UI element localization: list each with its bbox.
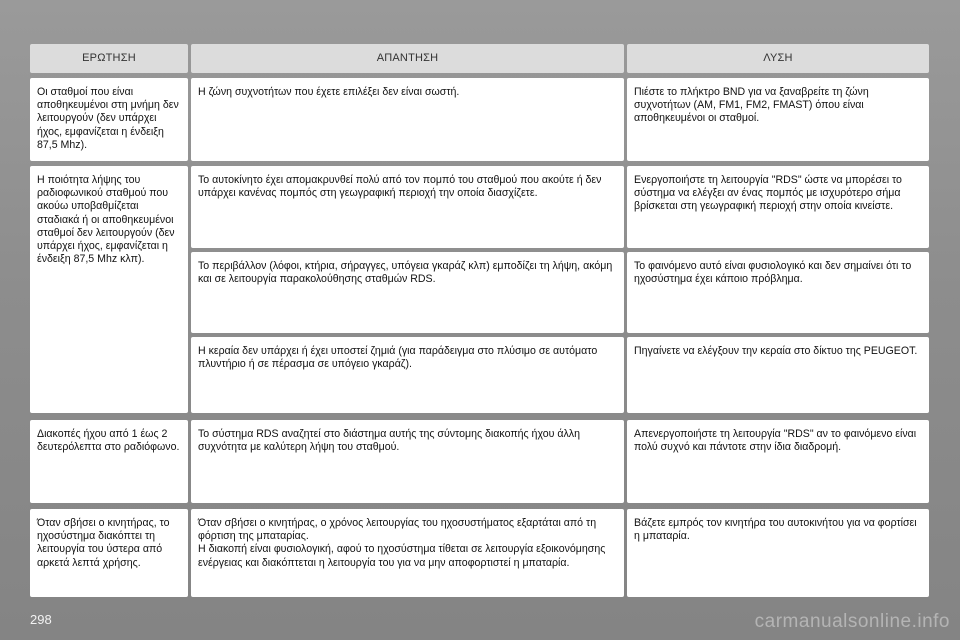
question-cell-2: Η ποιότητα λήψης του ραδιοφωνικού σταθμού που ακούω υποβαθμίζεται σταδιακά ή οι αποθηκευμένοι σταθμοί δεν λειτουργούν (δεν υπάρχει ήχος, εμφανίζεται η ένδειξη 87,5 Mhz κλπ). [30,166,188,413]
solution-cell-2a: Ενεργοποιήστε τη λειτουργία "RDS" ώστε να μπορέσει το σύστημα να ελέγξει αν ένας πομπός με ισχυρότερο σήμα βρίσκεται στη γεωγραφική περιοχή στην οποία κινείστε. [627,166,929,248]
question-cell-4: Όταν σβήσει ο κινητήρας, το ηχοσύστημα διακόπτει τη λειτουργία του ύστερα από αρκετά λεπτά χρήσης. [30,509,188,597]
header-answer: ΑΠΑΝΤΗΣΗ [191,44,624,73]
solution-cell-2c: Πηγαίνετε να ελέγξουν την κεραία στο δίκτυο της PEUGEOT. [627,337,929,413]
solution-cell-4: Βάζετε εμπρός τον κινητήρα του αυτοκινήτου για να φορτίσει η μπαταρία. [627,509,929,597]
page-number: 298 [30,612,52,627]
question-cell-3: Διακοπές ήχου από 1 έως 2 δευτερόλεπτα στο ραδιόφωνο. [30,420,188,503]
header-question: ΕΡΩΤΗΣΗ [30,44,188,73]
answer-cell-2c: Η κεραία δεν υπάρχει ή έχει υποστεί ζημιά (για παράδειγμα στο πλύσιμο σε αυτόματο πλυντήριο ή σε πέρασμα σε υπόγειο γκαράζ). [191,337,624,413]
solution-cell-3: Απενεργοποιήστε τη λειτουργία "RDS" αν το φαινόμενο είναι πολύ συχνό και πάντοτε στην ίδια διαδρομή. [627,420,929,503]
answer-cell-3: Το σύστημα RDS αναζητεί στο διάστημα αυτής της σύντομης διακοπής ήχου άλλη συχνότητα με καλύτερη λήψη του σταθμού. [191,420,624,503]
question-cell-1: Οι σταθμοί που είναι αποθηκευμένοι στη μνήμη δεν λειτουργούν (δεν υπάρχει ήχος, εμφανίζεται η ένδειξη 87,5 Mhz). [30,78,188,161]
solution-cell-1: Πιέστε το πλήκτρο BND για να ξαναβρείτε τη ζώνη συχνοτήτων (AM, FM1, FM2, FMAST) όπου είναι αποθηκευμένοι οι σταθμοί. [627,78,929,161]
solution-cell-2b: Το φαινόμενο αυτό είναι φυσιολογικό και δεν σημαίνει ότι το ηχοσύστημα έχει κάποιο πρόβλημα. [627,252,929,333]
answer-cell-4: Όταν σβήσει ο κινητήρας, ο χρόνος λειτουργίας του ηχοσυστήματος εξαρτάται από τη φόρτιση της μπαταρίας. Η διακοπή είναι φυσιολογική, αφού το ηχοσύστημα τίθεται σε λειτουργία εξοικονόμησης ενέργειας και διακόπτεται η λειτουργία του για να μην αποφορτιστεί η μπαταρία. [191,509,624,597]
header-solution: ΛΥΣΗ [627,44,929,73]
answer-cell-1: Η ζώνη συχνοτήτων που έχετε επιλέξει δεν είναι σωστή. [191,78,624,161]
watermark: carmanualsonline.info [754,611,950,632]
answer-cell-2a: Το αυτοκίνητο έχει απομακρυνθεί πολύ από τον πομπό του σταθμού που ακούτε ή δεν υπάρχει κανένας πομπός στη γεωγραφική περιοχή την οποία διασχίζετε. [191,166,624,248]
answer-cell-2b: Το περιβάλλον (λόφοι, κτήρια, σήραγγες, υπόγεια γκαράζ κλπ) εμποδίζει τη λήψη, ακόμη και σε λειτουργία παρακολούθησης σταθμών RDS. [191,252,624,333]
